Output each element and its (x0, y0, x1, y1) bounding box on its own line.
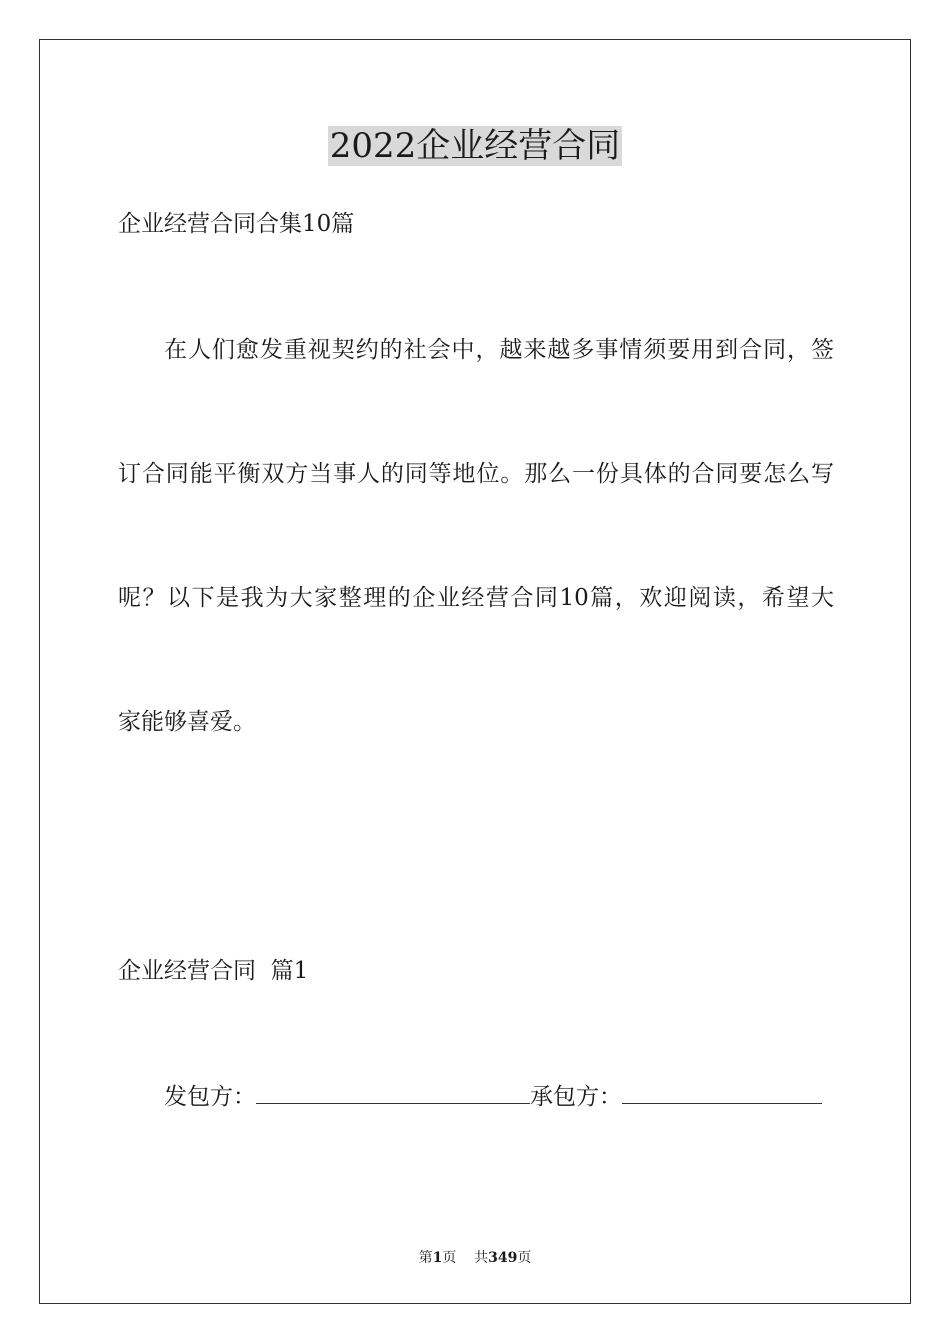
footer-total-suffix: 页 (517, 1250, 532, 1266)
party-a-label: 发包方： (164, 1084, 256, 1110)
party-b-label: 承包方： (530, 1084, 622, 1110)
intro-line-4: 家能够喜爱。 (118, 709, 256, 735)
footer-page-suffix: 页 (442, 1250, 457, 1266)
footer-total-pages: 349 (488, 1250, 518, 1266)
document-subtitle: 企业经营合同合集10篇 (118, 211, 355, 237)
party-line (164, 1081, 822, 1112)
party-b-blank (622, 1081, 822, 1104)
footer-page-number: 1 (432, 1250, 443, 1266)
footer-page-prefix: 第 (418, 1250, 433, 1266)
intro-line-3: 呢？以下是我为大家整理的企业经营合同10篇，欢迎阅读，希望大 (118, 585, 834, 611)
party-a-blank (256, 1081, 530, 1104)
footer-total-prefix: 共 (474, 1250, 489, 1266)
section-heading: 企业经营合同 篇1 (118, 958, 309, 984)
document-title: 2022企业经营合同 (329, 126, 621, 166)
intro-line-1: 在人们愈发重视契约的社会中，越来越多事情须要用到合同，签 (164, 337, 834, 363)
intro-line-2: 订合同能平衡双方当事人的同等地位。那么一份具体的合同要怎么写 (118, 461, 834, 487)
page-footer (0, 1248, 950, 1268)
